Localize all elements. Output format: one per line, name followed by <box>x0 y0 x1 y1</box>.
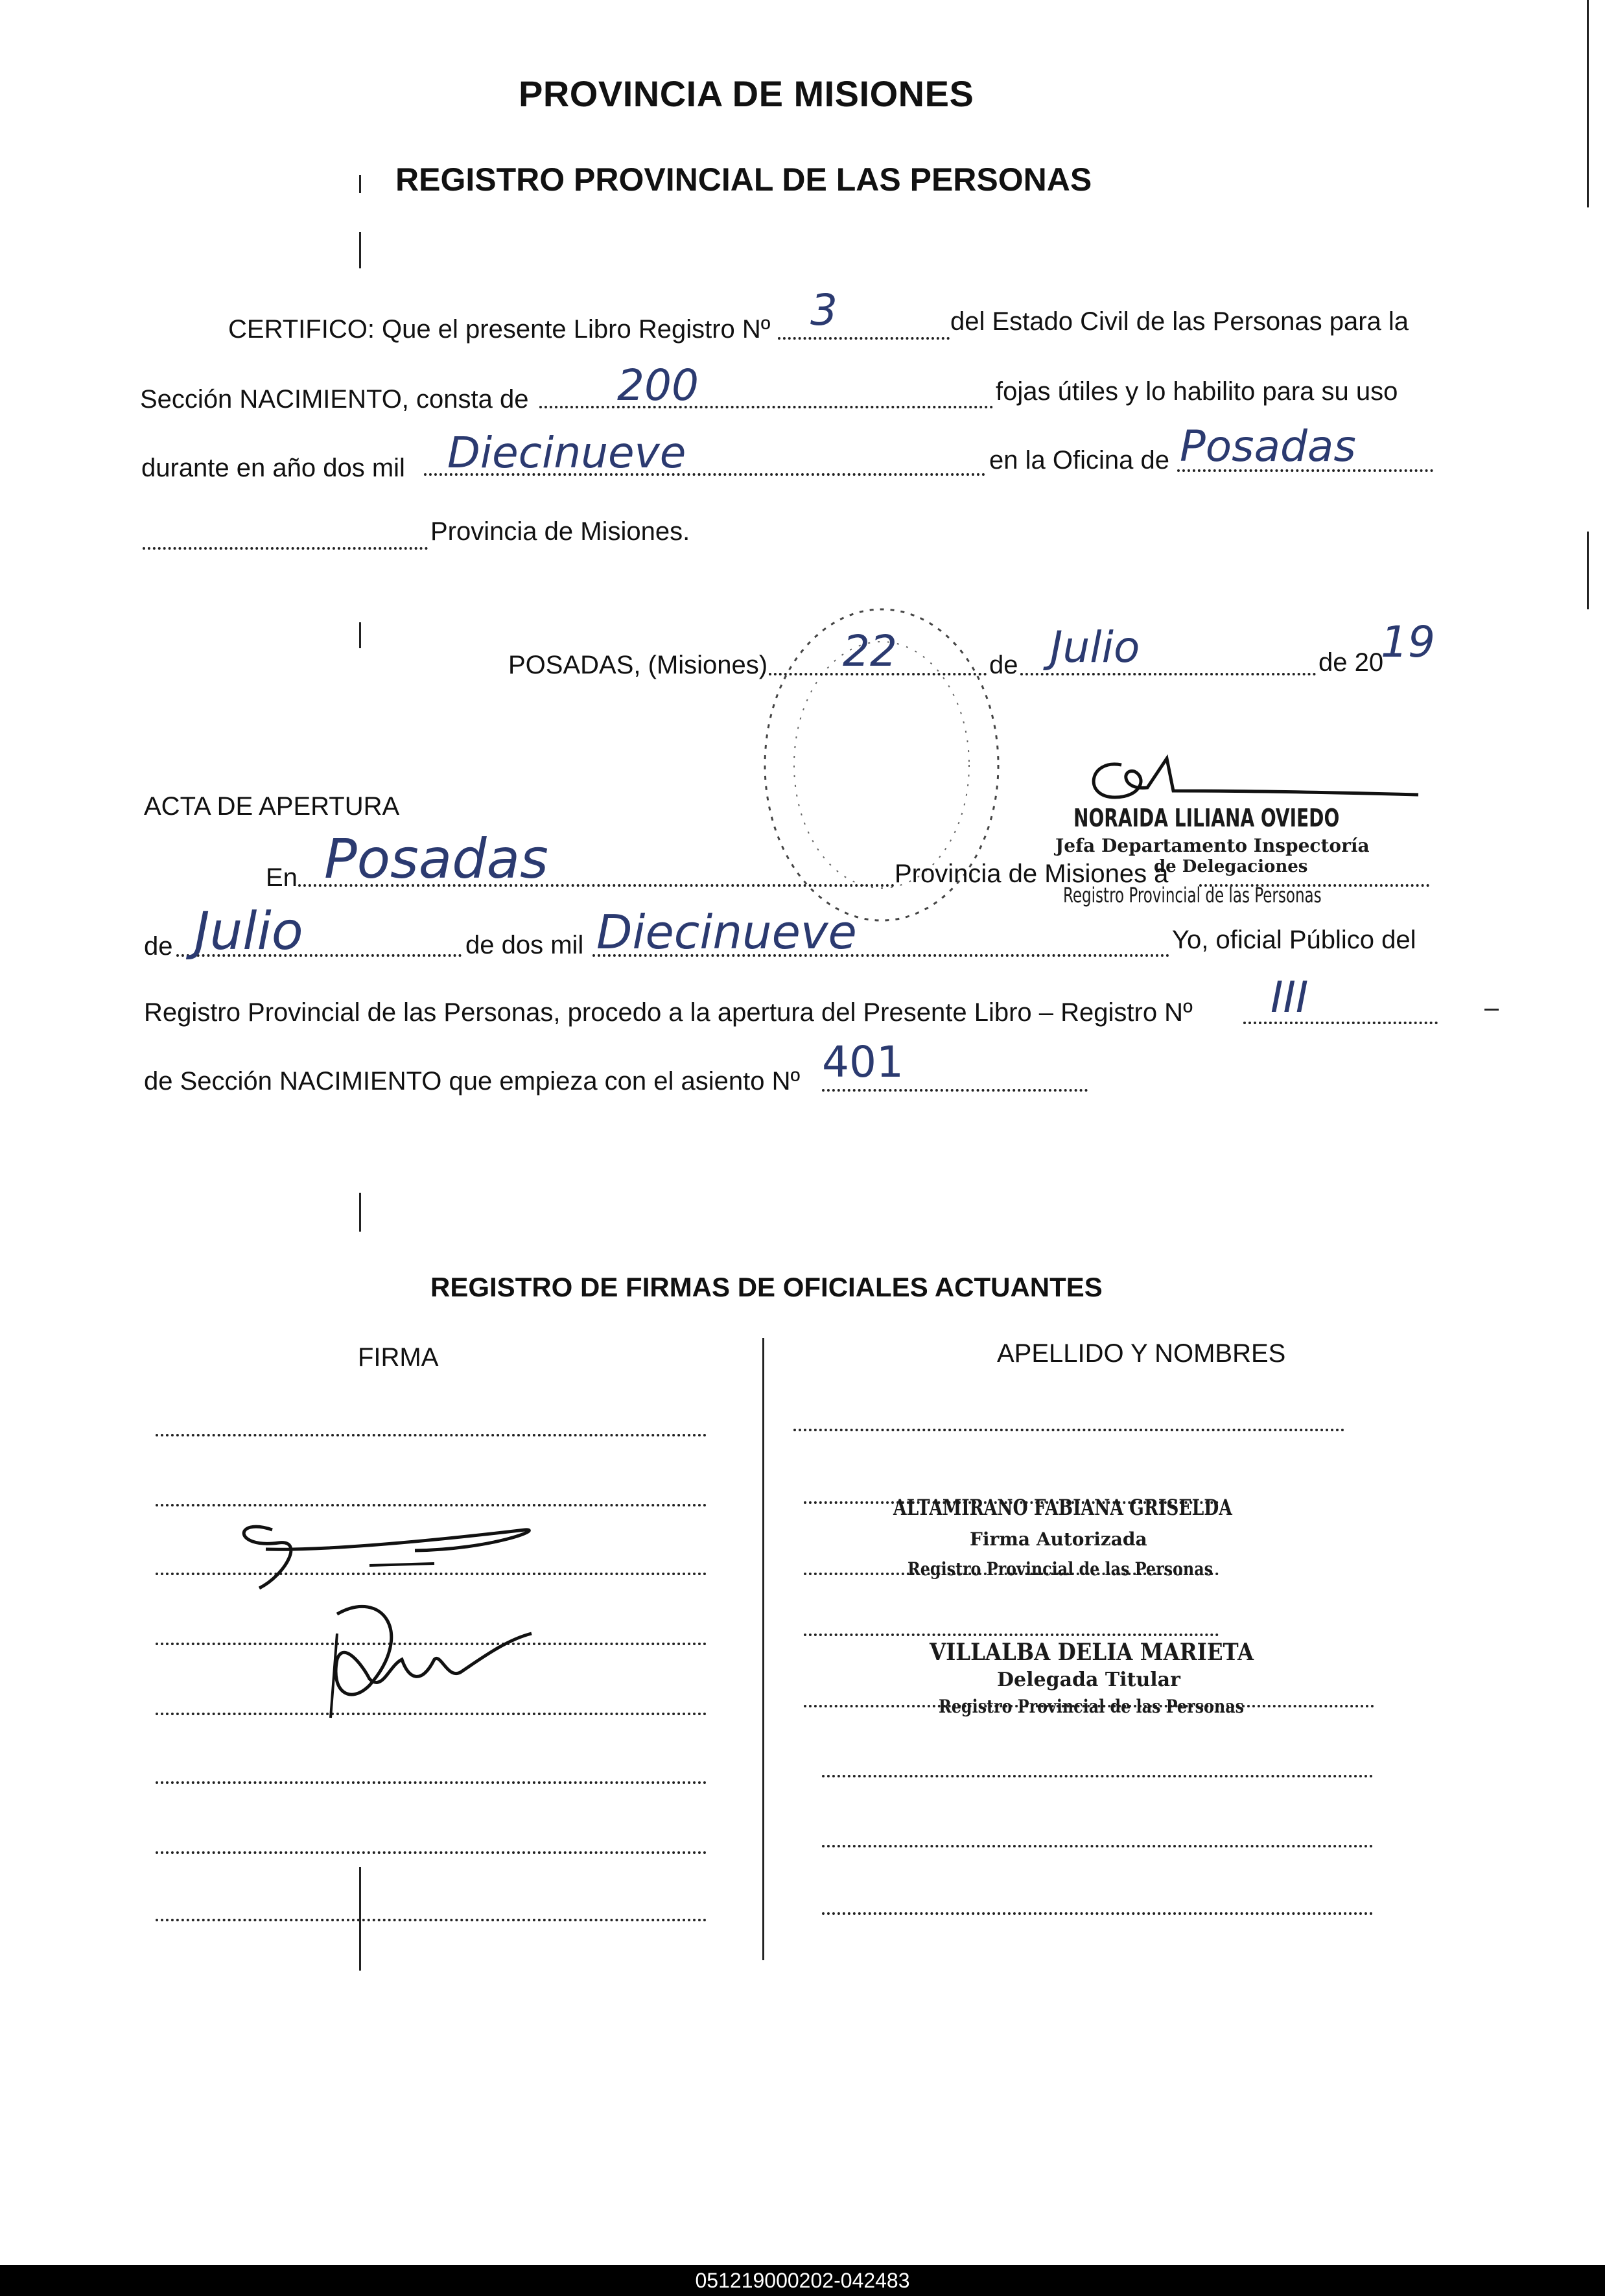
cert-line2-a: Sección NACIMIENTO, consta de <box>140 385 529 414</box>
official-title: Jefa Departamento Inspectoría <box>1055 835 1370 856</box>
cert-line4-b: Provincia de Misiones. <box>430 517 690 546</box>
opening-title: ACTA DE APERTURA <box>144 792 400 821</box>
opening-de: de <box>144 932 173 961</box>
cert-book-number: 3 <box>810 285 838 335</box>
cert-office: Posadas <box>1180 421 1356 471</box>
firma-row-1 <box>156 1434 707 1436</box>
firma-row-8 <box>156 1919 707 1921</box>
stamp2-org: Registro Provincial de las Personas <box>939 1696 1245 1717</box>
signature-1 <box>220 1504 557 1595</box>
cert-line2-b: fojas útiles y lo habilito para su uso <box>996 377 1398 406</box>
stamp2-name: VILLALBA DELIA MARIETA <box>930 1639 1254 1666</box>
cert-year-word: Diecinueve <box>447 428 686 478</box>
stamp2-role: Delegada Titular <box>997 1669 1180 1691</box>
scan-mark-right-edge-2 <box>1587 532 1589 609</box>
opening-month: Julio <box>194 901 303 961</box>
nombres-row-7 <box>822 1845 1373 1847</box>
scan-mark-left-5 <box>359 1867 361 1971</box>
cert-pages: 200 <box>617 360 699 410</box>
scan-mark-left-4 <box>359 1193 361 1232</box>
date-month: Julio <box>1050 622 1140 672</box>
date-year-suffix: 19 <box>1381 617 1435 667</box>
date-day: 22 <box>843 626 897 676</box>
official-subtitle: de Delegaciones <box>1154 857 1308 876</box>
firma-row-6 <box>156 1781 707 1784</box>
cert-line3-a: durante en año dos mil <box>141 454 405 482</box>
official-org: Registro Provincial de las Personas <box>1063 883 1322 908</box>
opening-en: En <box>266 863 298 892</box>
opening-entry-number: 401 <box>822 1037 904 1087</box>
scan-mark-right-dash <box>1484 1009 1499 1011</box>
scan-mark-left-3 <box>359 622 361 648</box>
province-title: PROVINCIA DE MISIONES <box>519 73 974 114</box>
nombres-row-4 <box>804 1634 1219 1636</box>
col-firma: FIRMA <box>358 1343 439 1372</box>
signature-2 <box>311 1595 557 1724</box>
date-place: POSADAS, (Misiones) <box>508 651 768 679</box>
cert-line3-b: en la Oficina de <box>989 446 1169 474</box>
opening-day-dots <box>1199 884 1429 887</box>
cert-pages-dots <box>539 406 993 408</box>
footer-barcode-text: 051219000202-042483 <box>0 2265 1605 2296</box>
registry-title: REGISTRO PROVINCIAL DE LAS PERSONAS <box>395 161 1092 198</box>
scan-mark-right-edge <box>1587 0 1589 207</box>
date-de1: de <box>989 651 1018 679</box>
date-month-dots <box>1020 673 1316 675</box>
opening-year-word: Diecinueve <box>596 905 857 959</box>
opening-book-roman: III <box>1271 972 1309 1022</box>
opening-entry-dots <box>822 1089 1088 1092</box>
stamp1-org: Registro Provincial de las Personas <box>908 1558 1213 1580</box>
cert-line4-dots <box>143 547 428 550</box>
signatures-title: REGISTRO DE FIRMAS DE OFICIALES ACTUANTES <box>430 1272 1103 1302</box>
official-name: NORAIDA LILIANA OVIEDO <box>1073 804 1340 832</box>
scan-mark-left-1 <box>359 175 361 193</box>
date-de2: de 20 <box>1318 648 1384 677</box>
firma-row-7 <box>156 1851 707 1854</box>
opening-yo-oficial: Yo, oficial Público del <box>1172 926 1416 954</box>
cert-line1-b: del Estado Civil de las Personas para la <box>950 307 1409 336</box>
opening-place: Posadas <box>324 827 548 891</box>
nombres-row-8 <box>822 1912 1373 1915</box>
stamp1-role: Firma Autorizada <box>970 1529 1147 1550</box>
nombres-row-1 <box>793 1429 1344 1431</box>
column-divider <box>762 1338 764 1960</box>
col-nombres: APELLIDO Y NOMBRES <box>997 1339 1286 1368</box>
opening-de-dos-mil: de dos mil <box>465 931 584 959</box>
cert-book-dots <box>778 337 950 340</box>
stamp1-name: ALTAMIRANO FABIANA GRISELDA <box>893 1495 1232 1521</box>
cert-line1-a: CERTIFICO: Que el presente Libro Registro Nº <box>228 315 771 344</box>
opening-province-text: Provincia de Misiones a <box>895 860 1169 888</box>
scan-mark-left-2 <box>359 232 361 268</box>
nombres-row-6 <box>822 1775 1373 1777</box>
opening-line3-a: Registro Provincial de las Personas, procedo a la apertura del Presente Libro – Registro Nº <box>144 998 1193 1027</box>
opening-line4-a: de Sección NACIMIENTO que empieza con el asiento Nº <box>144 1067 801 1095</box>
